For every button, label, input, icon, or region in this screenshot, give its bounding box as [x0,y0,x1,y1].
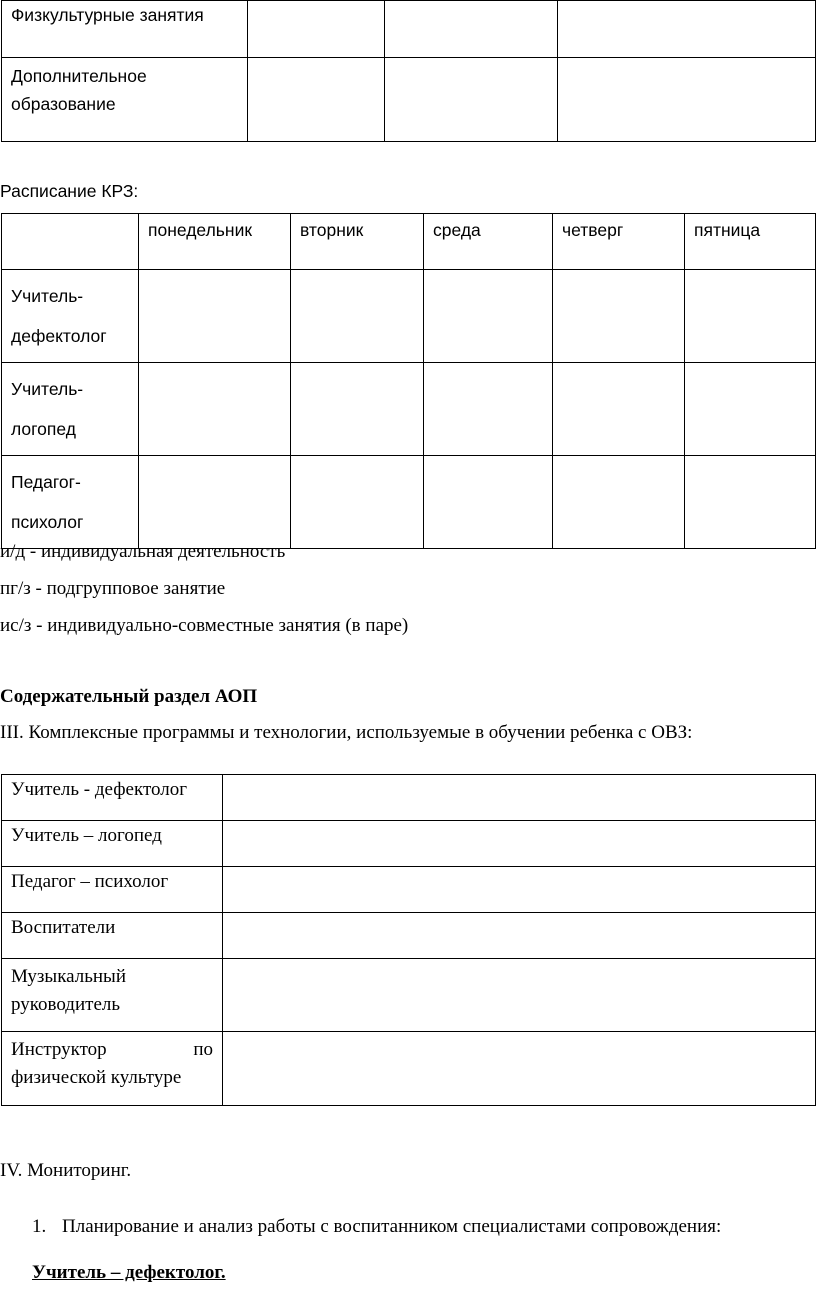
table-cell [291,456,424,549]
table-cell [558,58,816,142]
table-cell [248,1,385,58]
label-line: Педагог- [11,472,81,492]
row-label: Учитель – логопед [2,821,223,867]
table-cell [139,270,291,363]
section-heading: Содержательный раздел АОП [0,686,258,707]
table-cell [139,456,291,549]
table-cell [248,58,385,142]
activities-table [1,0,816,142]
table-cell [223,1032,816,1106]
row-label [2,1,248,58]
table-header-row [2,214,816,270]
row-label: Педагог – психолог [2,867,223,913]
label-line: Учитель- [11,286,84,306]
table-cell [223,821,816,867]
table-cell [558,1,816,58]
legend-item: пг/з - подгрупповое занятие [0,578,226,599]
label-line: логопед [11,419,76,439]
table-row [2,58,816,142]
label-line: руководитель [11,994,121,1015]
column-header: понедельник [139,214,291,270]
label-line: дефектолог [11,326,107,346]
column-header: пятница [685,214,816,270]
cell-text: Физкультурные занятия [11,5,204,25]
table-cell [223,913,816,959]
table-row [2,959,816,1032]
list-item-number: 1. [32,1216,47,1237]
table-cell [424,456,553,549]
section-subheading: III. Комплексные программы и технологии, используемые в обучении ребенка с ОВЗ: [0,722,693,743]
table-cell [553,270,685,363]
table-cell [424,363,553,456]
table-cell [553,363,685,456]
table-cell [424,270,553,363]
row-label [2,270,139,363]
label-line: психолог [11,512,84,532]
table-cell [553,456,685,549]
table-cell [385,1,558,58]
table-row [2,363,816,456]
row-label: Воспитатели [2,913,223,959]
specialist-subheading: Учитель – дефектолог. [32,1262,226,1283]
label-line: физической культуре [11,1067,182,1088]
label-word: Инструктор [11,1039,107,1060]
programs-table [1,774,816,1106]
table-row [2,270,816,363]
row-label: Учитель - дефектолог [2,775,223,821]
legend-item: ис/з - индивидуально-совместные занятия (в паре) [0,615,409,636]
label-line: Музыкальный [11,966,126,987]
column-header: вторник [291,214,424,270]
schedule-table [1,213,816,549]
schedule-title: Расписание КРЗ: [0,181,139,201]
row-label [2,363,139,456]
table-cell [223,959,816,1032]
row-label [2,959,223,1032]
monitoring-heading: IV. Мониторинг. [0,1160,132,1181]
table-row [2,867,816,913]
table-cell [685,363,816,456]
table-cell [291,363,424,456]
row-label [2,1032,223,1106]
table-cell [223,775,816,821]
label-word: по [193,1039,213,1060]
table-row [2,913,816,959]
row-label [2,456,139,549]
label-line [11,1036,213,1064]
label-line: Учитель- [11,379,84,399]
table-cell [291,270,424,363]
table-cell [223,867,816,913]
table-row [2,1032,816,1106]
cell-text: Дополнительное образование [11,66,147,114]
table-cell [2,214,139,270]
legend-item: и/д - индивидуальная деятельность [0,541,286,562]
table-cell [685,270,816,363]
table-cell [139,363,291,456]
table-cell [385,58,558,142]
table-row [2,456,816,549]
table-row [2,775,816,821]
table-cell [685,456,816,549]
column-header: четверг [553,214,685,270]
row-label [2,58,248,142]
column-header: среда [424,214,553,270]
list-item-text: Планирование и анализ работы с воспитанником специалистами сопровождения: [62,1216,722,1237]
table-row [2,821,816,867]
table-row [2,1,816,58]
